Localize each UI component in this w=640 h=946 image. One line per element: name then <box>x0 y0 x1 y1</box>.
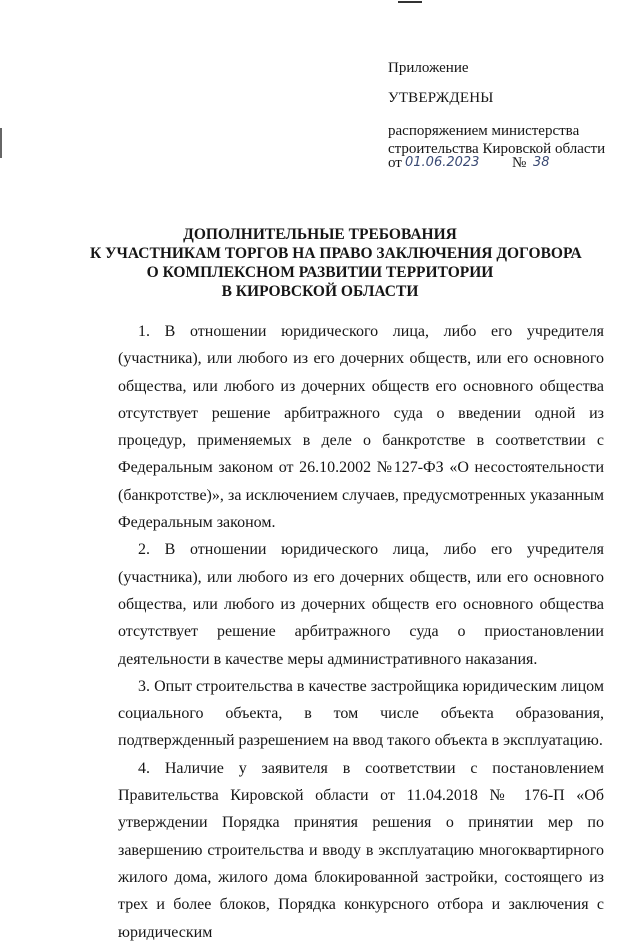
order-date-handwritten: 01.06.2023 <box>405 155 480 170</box>
approved-label: УТВЕРЖДЕНЫ <box>388 90 494 106</box>
document-title <box>90 225 582 301</box>
paragraph-2: 2. В отношении юридического лица, либо его учредителя (участника), или любого из его дочерних обществ, или его основного общества, или любого из дочерних обществ его основного общества отсутствует решение арбитражного суда о приостановлении деятельности в качестве меры административного наказания. <box>118 541 604 668</box>
order-issuer-line-1: распоряжением министерства <box>388 123 580 139</box>
order-date-number-line <box>388 154 608 174</box>
order-issuer <box>388 122 628 158</box>
title-line-3: О КОМПЛЕКСНОМ РАЗВИТИИ ТЕРРИТОРИИ <box>146 264 494 281</box>
order-number-handwritten: 38 <box>533 155 550 170</box>
order-from-label: от <box>388 155 402 171</box>
scan-artifact-top <box>398 1 422 3</box>
document-body <box>118 318 604 946</box>
title-line-1: ДОПОЛНИТЕЛЬНЫЕ ТРЕБОВАНИЯ <box>183 226 457 243</box>
appendix-label: Приложение <box>388 60 469 76</box>
paragraph-1: 1. В отношении юридического лица, либо его учредителя (участника), или любого из его дочерних обществ, или его основного общества, или любого из дочерних обществ его основного общества отсутствует решение арбитражного суда о введении одной из процедур, применяемых в деле о банкротстве в соответствии с Федеральным законом от 26.10.2002 №127-ФЗ «О несостоятельности (банкротстве)», за исключением случаев, предусмотренных указанным Федеральным законом. <box>118 323 604 532</box>
order-number-label: № <box>512 155 527 171</box>
paragraph-3: 3. Опыт строительства в качестве застройщика юридическим лицом социального объекта, в том числе объекта образования, подтвержденный разрешением на ввод такого объекта в эксплуатацию. <box>118 677 604 750</box>
scan-artifact-left <box>0 128 2 158</box>
title-line-2: К УЧАСТНИКАМ ТОРГОВ НА ПРАВО ЗАКЛЮЧЕНИЯ ДОГОВОРА <box>90 245 582 262</box>
paragraph-4: 4. Наличие у заявителя в соответствии с постановлением Правительства Кировской области от 11.04.2018 № 176-П «Об утверждении Порядка принятия решения о принятии мер по завершению строительства и вводу в эксплуатацию многоквартирного жилого дома, жилого дома блокированной застройки, состоящего из трех и более блоков, Порядка конкурсного отбора и заключения с юридическим <box>118 759 604 941</box>
title-line-4: В КИРОВСКОЙ ОБЛАСТИ <box>221 283 419 300</box>
order-issuer-line-2: строительства Кировской области <box>388 141 606 157</box>
